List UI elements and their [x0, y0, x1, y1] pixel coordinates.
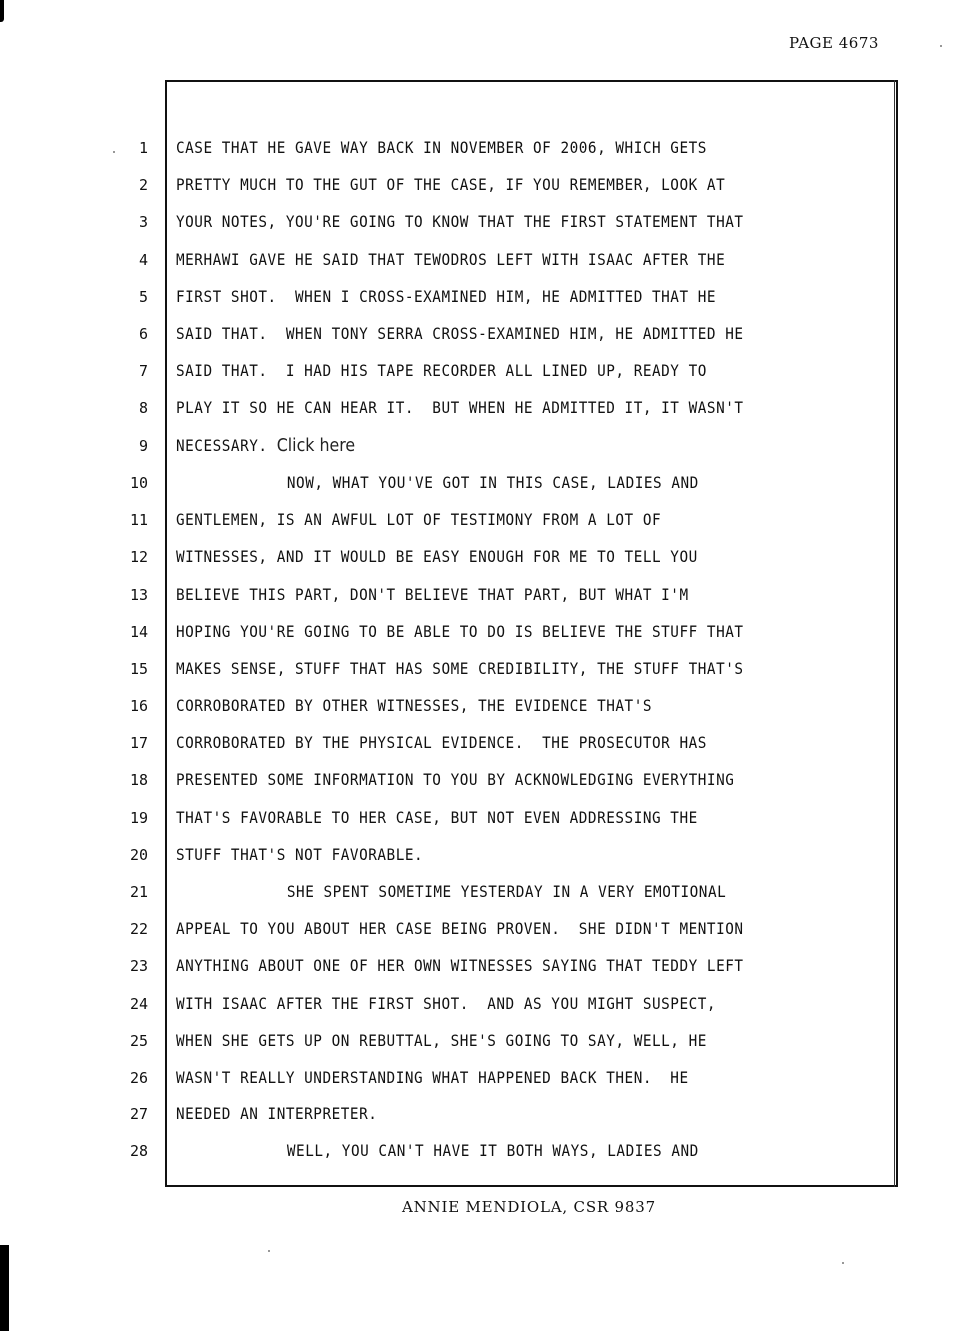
- page-number: PAGE 4673: [789, 34, 879, 52]
- line-number: 15: [129, 660, 148, 678]
- line-number: 4: [138, 251, 148, 269]
- line-number: 3: [138, 213, 148, 231]
- scan-speck: [940, 45, 942, 47]
- transcript-line: PRETTY MUCH TO THE GUT OF THE CASE, IF YOU REMEMBER, LOOK AT: [176, 175, 726, 194]
- transcript-line: STUFF THAT'S NOT FAVORABLE.: [176, 845, 424, 864]
- transcript-line: WASN'T REALLY UNDERSTANDING WHAT HAPPENED BACK THEN. HE: [176, 1068, 689, 1087]
- transcript-line: PRESENTED SOME INFORMATION TO YOU BY ACKNOWLEDGING EVERYTHING: [176, 770, 735, 789]
- transcript-line: MAKES SENSE, STUFF THAT HAS SOME CREDIBILITY, THE STUFF THAT'S: [176, 659, 744, 678]
- line-number: 24: [129, 995, 148, 1013]
- reporter-footer: ANNIE MENDIOLA, CSR 9837: [402, 1198, 656, 1216]
- transcript-line: SHE SPENT SOMETIME YESTERDAY IN A VERY EMOTIONAL: [286, 882, 727, 901]
- transcript-line: BELIEVE THIS PART, DON'T BELIEVE THAT PART, BUT WHAT I'M: [176, 585, 689, 604]
- transcript-line: SAID THAT. WHEN TONY SERRA CROSS-EXAMINED HIM, HE ADMITTED HE: [176, 324, 744, 343]
- line-number: 28: [129, 1142, 148, 1160]
- transcript-line: WITH ISAAC AFTER THE FIRST SHOT. AND AS YOU MIGHT SUSPECT,: [176, 994, 717, 1013]
- transcript-line: CORROBORATED BY OTHER WITNESSES, THE EVIDENCE THAT'S: [176, 696, 653, 715]
- transcript-line: THAT'S FAVORABLE TO HER CASE, BUT NOT EVEN ADDRESSING THE: [176, 808, 698, 827]
- line-number: 25: [129, 1032, 148, 1050]
- line-number: 5: [138, 288, 148, 306]
- frame-edge: [894, 80, 895, 1187]
- line-number: 17: [129, 734, 148, 752]
- line-number: 23: [129, 957, 148, 975]
- transcript-line: HOPING YOU'RE GOING TO BE ABLE TO DO IS BELIEVE THE STUFF THAT: [176, 622, 744, 641]
- line-number: 10: [129, 474, 148, 492]
- transcript-line: WITNESSES, AND IT WOULD BE EASY ENOUGH FOR ME TO TELL YOU: [176, 547, 698, 566]
- transcript-line: CASE THAT HE GAVE WAY BACK IN NOVEMBER OF 2006, WHICH GETS: [176, 138, 707, 157]
- transcript-line: WELL, YOU CAN'T HAVE IT BOTH WAYS, LADIES AND: [286, 1141, 699, 1160]
- transcript-line: WHEN SHE GETS UP ON REBUTTAL, SHE'S GOING TO SAY, WELL, HE: [176, 1031, 707, 1050]
- transcript-line-text: NECESSARY.: [176, 436, 277, 455]
- scan-speck: [842, 1262, 844, 1264]
- line-number: 2: [138, 176, 148, 194]
- scan-artifact-top: [0, 0, 4, 22]
- transcript-line: NEEDED AN INTERPRETER.: [176, 1104, 378, 1123]
- transcript-line: APPEAL TO YOU ABOUT HER CASE BEING PROVEN. SHE DIDN'T MENTION: [176, 919, 744, 938]
- line-number: 21: [129, 883, 148, 901]
- line-number: 18: [129, 771, 148, 789]
- scan-artifact-left: [0, 1245, 9, 1331]
- transcript-line: FIRST SHOT. WHEN I CROSS-EXAMINED HIM, HE ADMITTED THAT HE: [176, 287, 717, 306]
- transcript-line: GENTLEMEN, IS AN AWFUL LOT OF TESTIMONY FROM A LOT OF: [176, 510, 662, 529]
- line-number: 27: [129, 1105, 148, 1123]
- line-number: 20: [129, 846, 148, 864]
- transcript-line: SAID THAT. I HAD HIS TAPE RECORDER ALL LINED UP, READY TO: [176, 361, 707, 380]
- line-number: 9: [138, 437, 148, 455]
- transcript-line: YOUR NOTES, YOU'RE GOING TO KNOW THAT THE FIRST STATEMENT THAT: [176, 212, 744, 231]
- line-number: 7: [138, 362, 148, 380]
- line-number: 1: [138, 139, 148, 157]
- line-number: 16: [129, 697, 148, 715]
- transcript-line: ANYTHING ABOUT ONE OF HER OWN WITNESSES SAYING THAT TEDDY LEFT: [176, 956, 744, 975]
- line-number: 14: [129, 623, 148, 641]
- line-number: 12: [129, 548, 148, 566]
- transcript-line: [176, 436, 810, 456]
- transcript-line: NOW, WHAT YOU'VE GOT IN THIS CASE, LADIES AND: [286, 473, 699, 492]
- line-number: 6: [138, 325, 148, 343]
- transcript-line: MERHAWI GAVE HE SAID THAT TEWODROS LEFT WITH ISAAC AFTER THE: [176, 250, 726, 269]
- line-number: 11: [129, 511, 148, 529]
- line-number: 26: [129, 1069, 148, 1087]
- line-number: 13: [129, 586, 148, 604]
- line-number: 22: [129, 920, 148, 938]
- scan-speck: [268, 1250, 270, 1252]
- transcript-line: CORROBORATED BY THE PHYSICAL EVIDENCE. THE PROSECUTOR HAS: [176, 733, 707, 752]
- transcript-line: PLAY IT SO HE CAN HEAR IT. BUT WHEN HE ADMITTED IT, IT WASN'T: [176, 398, 744, 417]
- line-number: 19: [129, 809, 148, 827]
- line-number: 8: [138, 399, 148, 417]
- click-here-link[interactable]: Click here: [276, 435, 356, 456]
